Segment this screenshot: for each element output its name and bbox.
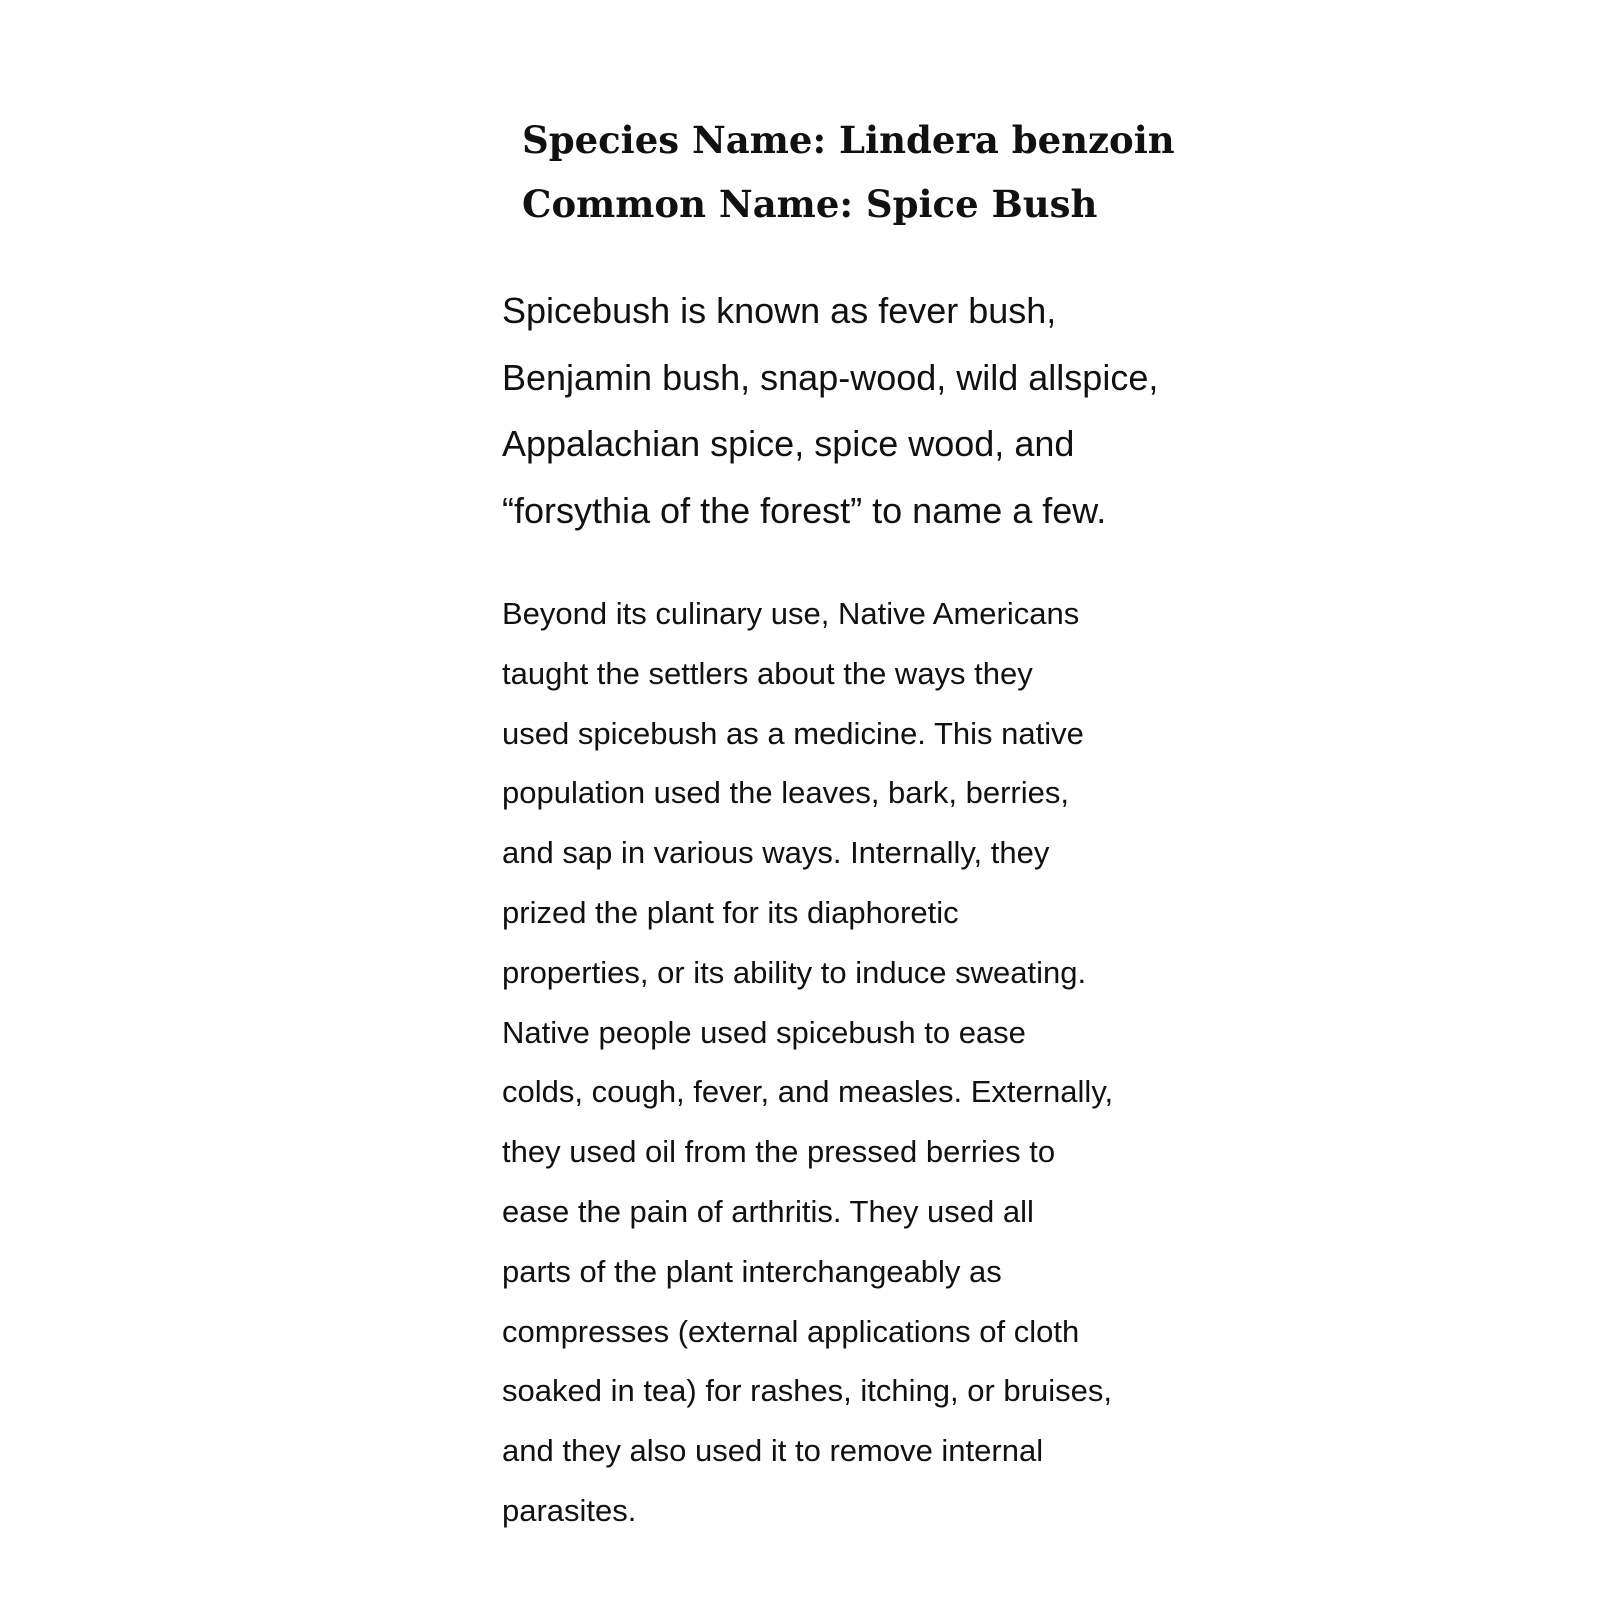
paragraph-line: Benjamin bush, snap-wood, wild allspice, [502,356,1159,398]
paragraph-line: colds, cough, fever, and measles. Externally, [502,1074,1114,1110]
common-name-line: Common Name: Spice Bush [522,182,1098,226]
intro-paragraph [502,278,1222,544]
paragraph-line: Spicebush is known as fever bush, [502,290,1057,331]
paragraph-line: compresses (external applications of cloth [502,1313,1080,1349]
paragraph-line: taught the settlers about the ways they [502,655,1033,691]
paragraph-line: Appalachian spice, spice wood, and [502,423,1075,464]
paragraph-line: they used oil from the pressed berries to [502,1134,1056,1170]
species-heading [522,108,1175,236]
paragraph-line: Native people used spicebush to ease [502,1014,1026,1050]
paragraph-line: soaked in tea) for rashes, itching, or bruises, [502,1373,1112,1409]
paragraph-line: ease the pain of arthritis. They used all [502,1193,1034,1229]
paragraph-line: and sap in various ways. Internally, they [502,835,1050,871]
paragraph-line: prized the plant for its diaphoretic [502,894,959,930]
paragraph-line: Beyond its culinary use, Native Americans [502,596,1080,631]
paragraph-line: used spicebush as a medicine. This native [502,715,1084,751]
paragraph-line: and they also used it to remove internal [502,1433,1044,1469]
paragraph-line: parts of the plant interchangeably as [502,1253,1002,1289]
species-name-line: Species Name: Lindera benzoin [522,118,1175,162]
paragraph-line: properties, or its ability to induce sweating. [502,954,1087,990]
paragraph-line: “forsythia of the forest” to name a few. [502,489,1107,531]
medicinal-use-paragraph [502,584,1222,1541]
paragraph-line: parasites. [502,1492,637,1528]
paragraph-line: population used the leaves, bark, berries, [502,775,1069,811]
